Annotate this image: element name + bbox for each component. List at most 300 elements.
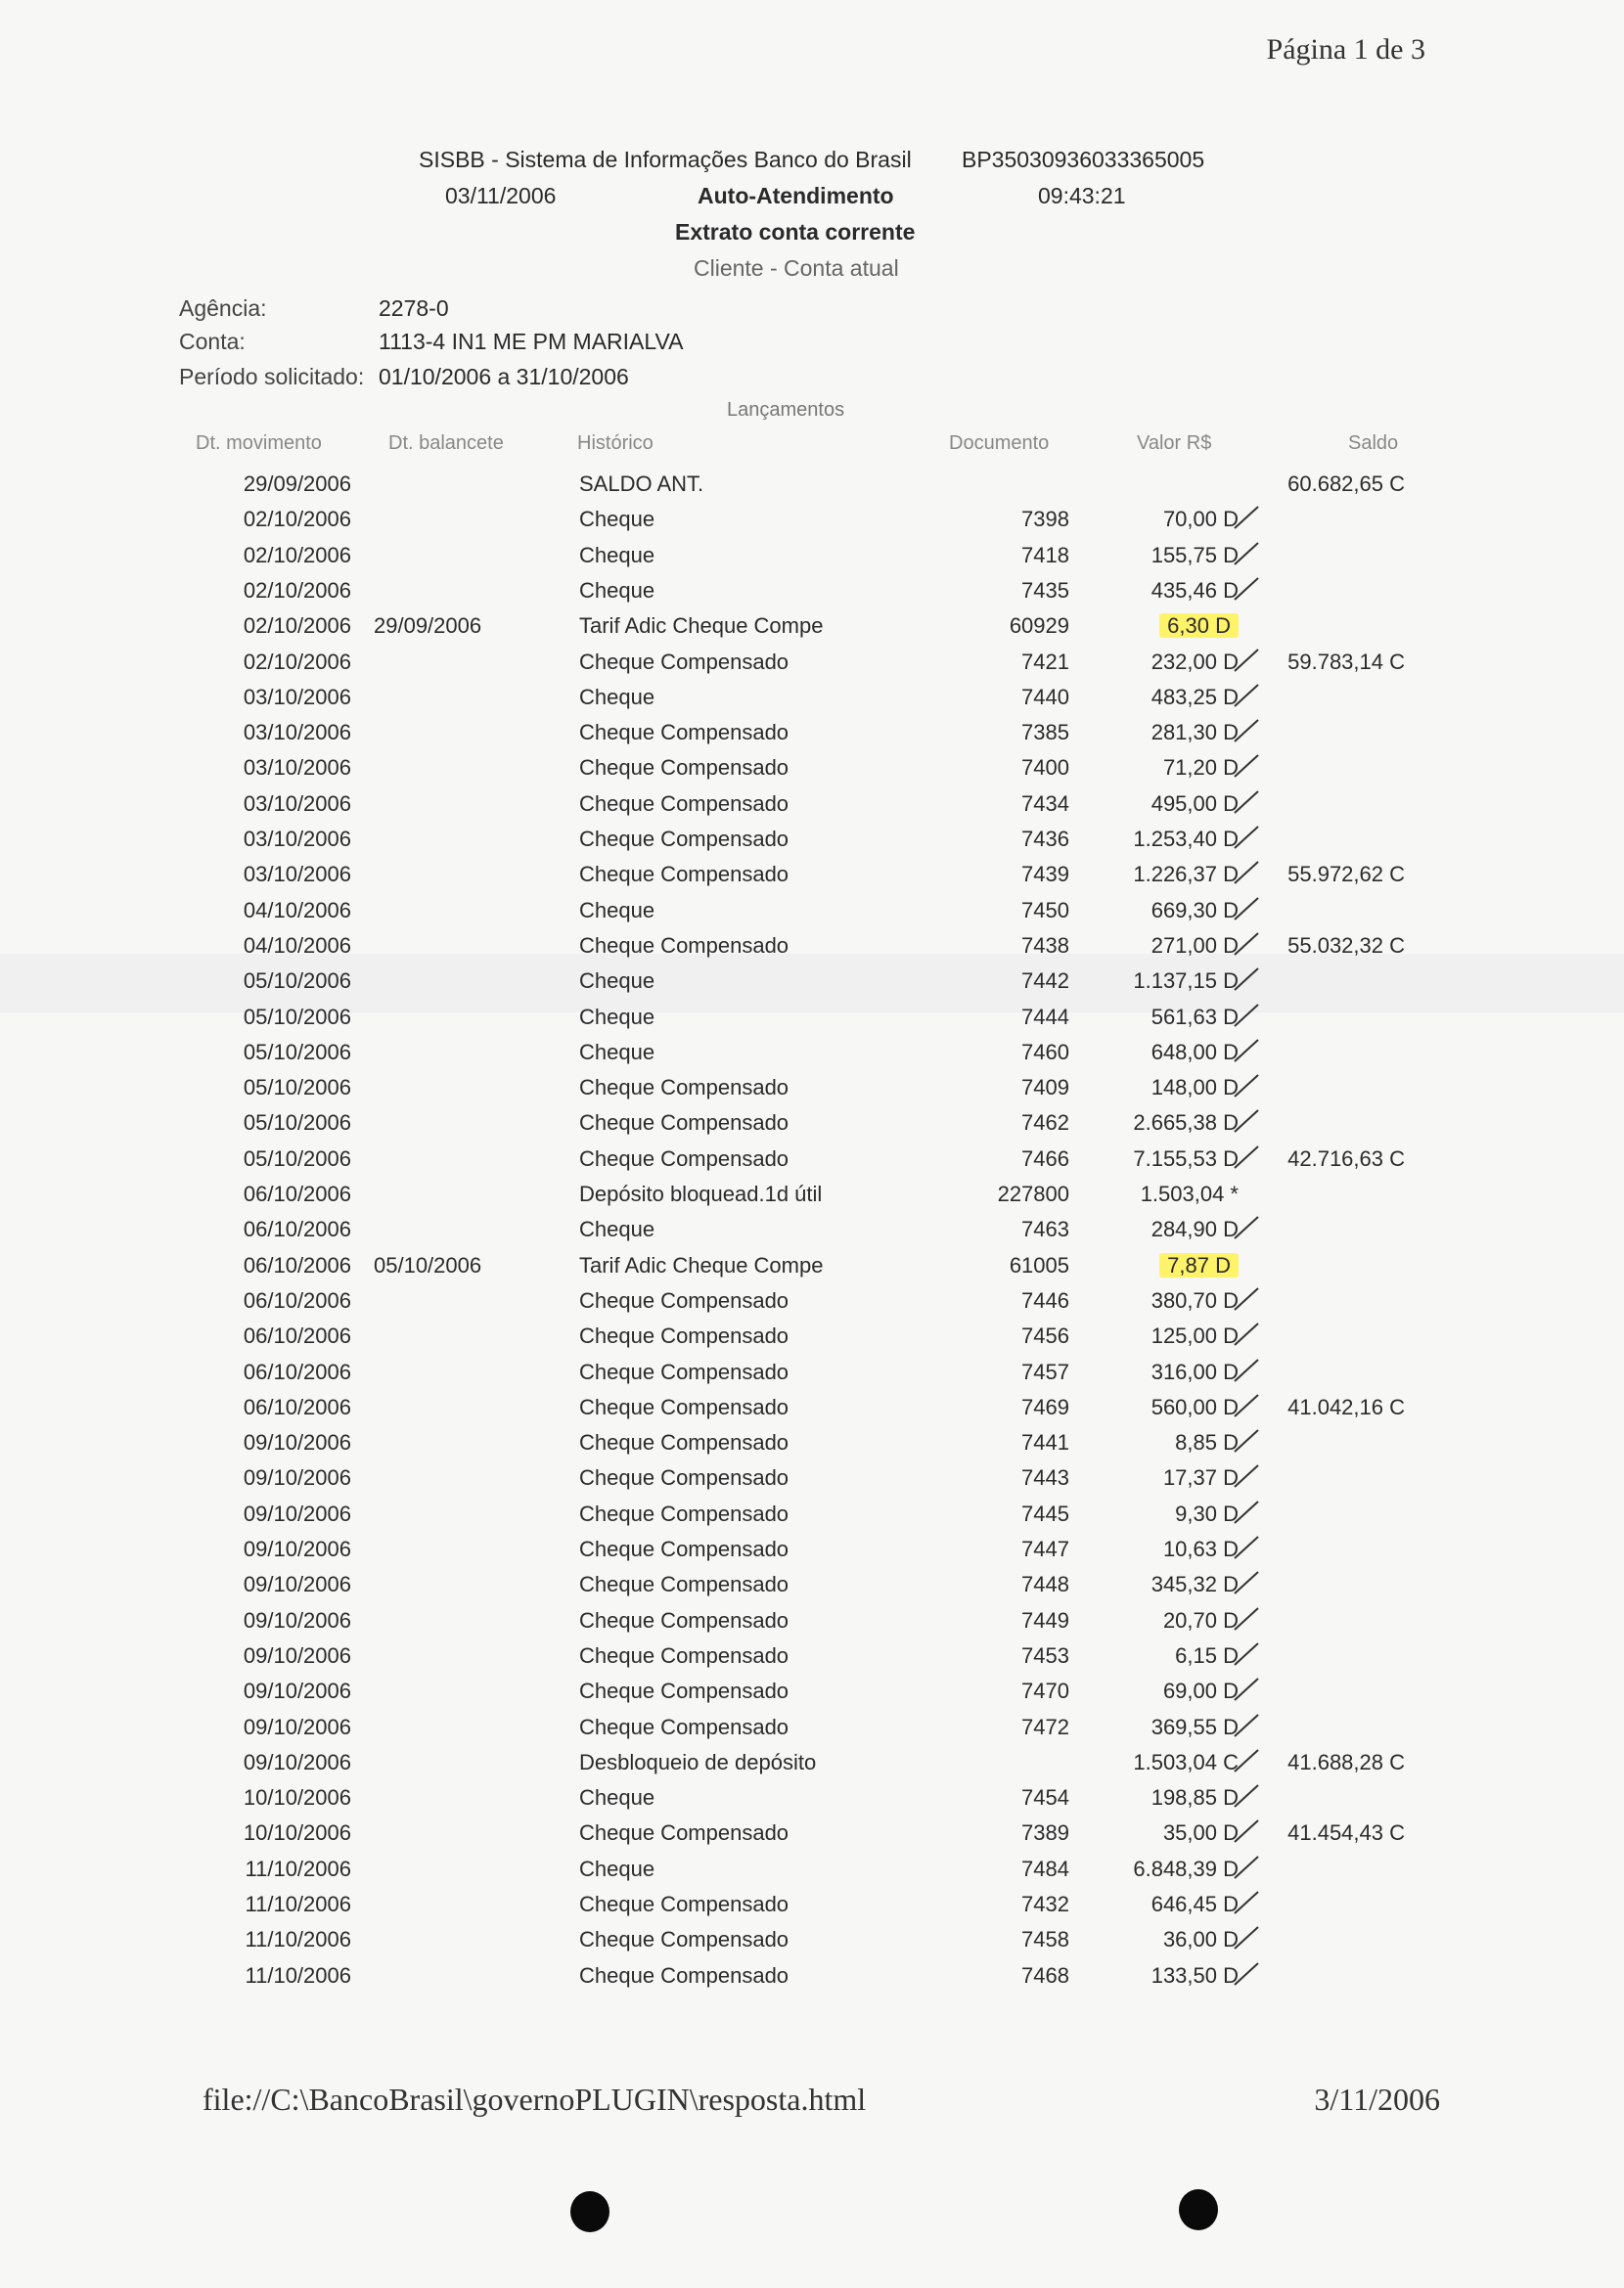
row-documento: 7441: [1021, 1430, 1069, 1456]
table-row: [0, 1779, 1624, 1815]
row-historico: Cheque Compensado: [579, 1537, 789, 1561]
row-valor-cell: [1066, 1643, 1239, 1669]
row-valor-cell: [1066, 968, 1239, 994]
check-mark-stroke: [1235, 827, 1258, 848]
check-mark-stroke: [1235, 1217, 1258, 1238]
row-historico: Cheque Compensado: [579, 1430, 789, 1456]
check-mark-icon: [1231, 1071, 1264, 1100]
agencia-label: Agência:: [179, 295, 267, 321]
table-row: [0, 1211, 1624, 1246]
row-valor: 284,90 D: [1150, 1217, 1239, 1242]
table-row: [0, 572, 1624, 607]
row-valor-cell: [1066, 685, 1239, 710]
table-row: [0, 1744, 1624, 1779]
row-historico: Cheque Compensado: [579, 1820, 789, 1846]
check-mark-icon: [1231, 1568, 1264, 1597]
row-valor-cell: [1066, 507, 1239, 532]
table-row: [0, 1459, 1624, 1495]
table-row: [0, 537, 1624, 572]
row-historico: Cheque Compensado: [579, 1359, 789, 1384]
row-historico: Cheque Compensado: [579, 1110, 789, 1136]
row-historico: Cheque Compensado: [579, 720, 789, 745]
row-documento: 7443: [1021, 1465, 1069, 1491]
check-mark-stroke: [1235, 1040, 1258, 1061]
check-mark-icon: [1231, 539, 1264, 568]
row-historico: Cheque Compensado: [579, 1323, 789, 1349]
row-documento: 7466: [1021, 1145, 1069, 1171]
row-documento: 7385: [1021, 720, 1069, 745]
row-historico: Cheque Compensado: [579, 1287, 789, 1313]
check-mark-stroke: [1235, 1892, 1258, 1913]
punch-hole-left: [570, 2191, 609, 2232]
row-valor-cell: [1066, 1217, 1239, 1242]
row-valor-cell: [1066, 1857, 1239, 1882]
row-valor: 71,20 D: [1162, 755, 1239, 781]
row-valor-cell: [1066, 1395, 1239, 1420]
table-row: [0, 1815, 1624, 1850]
row-valor: 17,37 D: [1162, 1465, 1239, 1491]
check-mark-stroke: [1235, 862, 1258, 883]
table-row: [0, 1851, 1624, 1886]
row-documento: 7440: [1021, 684, 1069, 709]
row-valor-cell: [1066, 1323, 1239, 1349]
check-mark-stroke: [1235, 1146, 1258, 1168]
row-valor-cell: [1066, 650, 1239, 675]
table-row: [0, 501, 1624, 536]
check-mark-stroke: [1235, 1679, 1258, 1700]
section-title: Lançamentos: [727, 399, 845, 421]
table-row: [0, 1531, 1624, 1566]
row-valor: 369,55 D: [1150, 1714, 1239, 1739]
check-mark-icon: [1231, 1036, 1264, 1065]
row-historico: Desbloqueio de depósito: [579, 1749, 817, 1774]
row-date-movimento: 06/10/2006: [243, 1252, 351, 1278]
check-mark-stroke: [1235, 720, 1258, 741]
row-valor: 6.848,39 D: [1133, 1856, 1239, 1881]
check-mark-stroke: [1235, 1323, 1258, 1345]
check-mark-stroke: [1235, 1502, 1258, 1523]
row-documento: 60929: [1009, 613, 1069, 639]
row-historico: Cheque Compensado: [579, 1075, 789, 1100]
row-historico: Cheque Compensado: [579, 1642, 789, 1668]
row-historico: Cheque Compensado: [579, 1394, 789, 1419]
row-valor: 232,00 D: [1150, 649, 1239, 674]
row-historico: Cheque Compensado: [579, 1962, 789, 1988]
check-mark-stroke: [1235, 1075, 1258, 1097]
row-date-balancete: 29/09/2006: [374, 613, 482, 639]
row-documento: 7400: [1021, 755, 1069, 781]
conta-label: Conta:: [179, 329, 246, 354]
table-row: [0, 1886, 1624, 1921]
row-documento: 7447: [1021, 1537, 1069, 1561]
row-valor-cell: [1066, 827, 1239, 852]
row-date-movimento: 03/10/2006: [243, 862, 351, 887]
row-date-movimento: 09/10/2006: [243, 1642, 351, 1668]
row-documento: 7438: [1021, 932, 1069, 958]
periodo-label: Período solicitado:: [179, 364, 365, 389]
row-valor-cell: [1066, 1005, 1239, 1030]
row-date-movimento: 05/10/2006: [243, 1145, 351, 1171]
row-historico: Cheque Compensado: [579, 1927, 789, 1952]
col-dt-balancete: Dt. balancete: [388, 432, 504, 454]
table-row: [0, 1069, 1624, 1104]
check-mark-stroke: [1235, 1360, 1258, 1381]
table-row: [0, 927, 1624, 963]
row-documento: 7442: [1021, 968, 1069, 994]
row-date-movimento: 03/10/2006: [243, 720, 351, 745]
table-row: [0, 1957, 1624, 1993]
check-mark-stroke: [1235, 1572, 1258, 1593]
row-valor: 281,30 D: [1150, 720, 1239, 745]
check-mark-icon: [1231, 574, 1264, 604]
check-mark-icon: [1231, 1711, 1264, 1740]
check-mark-icon: [1231, 681, 1264, 710]
check-mark-icon: [1231, 1853, 1264, 1882]
check-mark-stroke: [1235, 1537, 1258, 1558]
row-valor-cell: [1066, 933, 1239, 959]
row-historico: Cheque Compensado: [579, 755, 789, 781]
row-valor-cell: [1066, 1465, 1239, 1491]
check-mark-stroke: [1235, 791, 1258, 813]
table-row: [0, 1709, 1624, 1744]
row-date-movimento: 02/10/2006: [243, 577, 351, 603]
row-valor: 648,00 D: [1150, 1039, 1239, 1064]
check-mark-stroke: [1235, 650, 1258, 671]
check-mark-icon: [1231, 929, 1264, 959]
row-date-movimento: 04/10/2006: [243, 897, 351, 922]
row-valor-cell: [1066, 1537, 1239, 1562]
table-row: [0, 1673, 1624, 1708]
row-historico: Cheque: [579, 542, 655, 567]
row-documento: 7434: [1021, 790, 1069, 816]
row-valor: 133,50 D: [1150, 1962, 1239, 1988]
row-valor: 125,00 D: [1150, 1323, 1239, 1349]
row-valor: 9,30 D: [1175, 1501, 1239, 1526]
check-mark-stroke: [1235, 1927, 1258, 1949]
row-valor: 669,30 D: [1150, 897, 1239, 922]
header-date: 03/11/2006: [445, 183, 557, 208]
row-historico: Cheque: [579, 1217, 655, 1242]
row-date-movimento: 03/10/2006: [243, 684, 351, 709]
table-row: [0, 1496, 1624, 1531]
row-date-movimento: 09/10/2006: [243, 1465, 351, 1491]
row-saldo: 59.783,14 C: [1287, 649, 1405, 674]
check-mark-stroke: [1235, 685, 1258, 706]
check-mark-icon: [1231, 894, 1264, 923]
row-saldo: 41.042,16 C: [1287, 1394, 1405, 1419]
row-historico: Cheque Compensado: [579, 1607, 789, 1633]
check-mark-icon: [1231, 1320, 1264, 1349]
row-date-movimento: 05/10/2006: [243, 1004, 351, 1029]
row-historico: Cheque: [579, 968, 655, 994]
row-historico: Cheque: [579, 1785, 655, 1811]
row-documento: 7448: [1021, 1572, 1069, 1597]
table-row: [0, 466, 1624, 501]
row-valor-cell: [1066, 1146, 1239, 1172]
row-documento: 7460: [1021, 1039, 1069, 1064]
row-date-movimento: 02/10/2006: [243, 613, 351, 639]
row-date-movimento: 09/10/2006: [243, 1679, 351, 1704]
row-saldo: 41.454,43 C: [1287, 1820, 1405, 1846]
row-documento: 7470: [1021, 1679, 1069, 1704]
row-valor: 69,00 D: [1162, 1679, 1239, 1704]
check-mark-icon: [1231, 503, 1264, 532]
row-historico: Cheque Compensado: [579, 649, 789, 674]
check-mark-icon: [1231, 1498, 1264, 1527]
row-documento: 7449: [1021, 1607, 1069, 1633]
row-valor: 1.503,04 *: [1140, 1182, 1239, 1206]
row-documento: 7439: [1021, 862, 1069, 887]
row-valor-cell: [1066, 1892, 1239, 1917]
row-valor: 1.503,04 C: [1133, 1749, 1239, 1774]
check-mark-stroke: [1235, 1430, 1258, 1452]
row-documento: 7432: [1021, 1892, 1069, 1916]
table-row: [0, 1282, 1624, 1318]
check-mark-icon: [1231, 1817, 1264, 1846]
row-documento: 7389: [1021, 1820, 1069, 1846]
row-date-movimento: 06/10/2006: [243, 1217, 351, 1242]
row-valor: 495,00 D: [1150, 790, 1239, 816]
row-date-movimento: 06/10/2006: [243, 1359, 351, 1384]
row-valor: 20,70 D: [1162, 1607, 1239, 1633]
check-mark-icon: [1231, 1213, 1264, 1242]
row-documento: 7450: [1021, 897, 1069, 922]
check-mark-icon: [1231, 1284, 1264, 1314]
check-mark-stroke: [1235, 1395, 1258, 1416]
row-valor: 10,63 D: [1162, 1537, 1239, 1561]
check-mark-icon: [1231, 1959, 1264, 1989]
row-saldo: 41.688,28 C: [1287, 1749, 1405, 1774]
row-documento: 7469: [1021, 1394, 1069, 1419]
row-documento: 7446: [1021, 1287, 1069, 1313]
row-historico: Cheque Compensado: [579, 862, 789, 887]
row-valor-cell: [1066, 1572, 1239, 1597]
document-code: BP35030936033365005: [962, 147, 1205, 172]
conta-value: 1113-4 IN1 ME PM MARIALVA: [379, 329, 684, 354]
col-documento: Documento: [949, 432, 1050, 454]
row-date-movimento: 05/10/2006: [243, 1075, 351, 1100]
row-historico: Depósito bloquead.1d útil: [579, 1182, 823, 1206]
check-mark-icon: [1231, 787, 1264, 817]
row-valor-cell: [1066, 1040, 1239, 1065]
row-date-movimento: 02/10/2006: [243, 649, 351, 674]
row-historico: Cheque Compensado: [579, 827, 789, 851]
row-date-movimento: 11/10/2006: [245, 1856, 351, 1881]
check-mark-icon: [1231, 1533, 1264, 1562]
row-valor: 36,00 D: [1162, 1927, 1239, 1952]
row-documento: 7453: [1021, 1642, 1069, 1668]
row-date-movimento: 03/10/2006: [243, 790, 351, 816]
table-row: [0, 821, 1624, 856]
row-valor-cell: [1066, 898, 1239, 923]
row-documento: 7484: [1021, 1856, 1069, 1881]
page-number: Página 1 de 3: [1266, 33, 1425, 66]
row-saldo: 55.972,62 C: [1287, 862, 1405, 887]
table-row: [0, 1566, 1624, 1601]
row-valor-cell: [1066, 1608, 1239, 1634]
col-valor: Valor R$: [1137, 432, 1212, 454]
row-documento: 7456: [1021, 1323, 1069, 1349]
check-mark-icon: [1231, 1143, 1264, 1172]
row-documento: 7436: [1021, 827, 1069, 851]
row-valor: 35,00 D: [1162, 1820, 1239, 1846]
check-mark-stroke: [1235, 1857, 1258, 1878]
row-date-movimento: 09/10/2006: [243, 1537, 351, 1561]
row-valor: 7.155,53 D: [1133, 1145, 1239, 1171]
footer-path: file://C:\BancoBrasil\governoPLUGIN\resposta.html: [203, 2082, 867, 2117]
row-documento: 7445: [1021, 1501, 1069, 1526]
row-date-movimento: 05/10/2006: [243, 1039, 351, 1064]
row-documento: 7458: [1021, 1927, 1069, 1952]
row-valor: 271,00 D: [1150, 932, 1239, 958]
row-valor: 646,45 D: [1150, 1892, 1239, 1916]
row-valor: 561,63 D: [1150, 1004, 1239, 1029]
table-row: [0, 1141, 1624, 1176]
check-mark-stroke: [1235, 1005, 1258, 1026]
check-mark-icon: [1231, 823, 1264, 852]
check-mark-stroke: [1235, 1608, 1258, 1630]
check-mark-stroke: [1235, 755, 1258, 777]
check-mark-stroke: [1235, 1820, 1258, 1842]
document-title: Extrato conta corrente: [675, 219, 916, 245]
row-valor: 198,85 D: [1150, 1785, 1239, 1811]
check-mark-stroke: [1235, 1963, 1258, 1985]
row-date-movimento: 02/10/2006: [243, 507, 351, 532]
row-date-movimento: 09/10/2006: [243, 1749, 351, 1774]
row-valor: 1.137,15 D: [1133, 968, 1239, 994]
row-historico: Cheque: [579, 684, 655, 709]
row-valor-highlighted: 6,30 D: [1159, 613, 1239, 638]
row-historico: Cheque: [579, 507, 655, 532]
row-valor-cell: [1066, 1785, 1239, 1811]
row-saldo: 55.032,32 C: [1287, 932, 1405, 958]
table-row: [0, 1389, 1624, 1424]
check-mark-stroke: [1235, 543, 1258, 564]
table-row: [0, 1247, 1624, 1282]
table-row: [0, 963, 1624, 998]
row-valor-cell: [1066, 1182, 1239, 1207]
table-row: [0, 1637, 1624, 1673]
row-documento: 227800: [997, 1182, 1069, 1206]
row-historico: Cheque Compensado: [579, 1145, 789, 1171]
punch-hole-right: [1179, 2189, 1218, 2230]
row-saldo: 60.682,65 C: [1287, 471, 1405, 496]
row-historico: Cheque: [579, 577, 655, 603]
row-saldo: 42.716,63 C: [1287, 1145, 1405, 1171]
service-name: Auto-Atendimento: [698, 183, 894, 208]
row-date-movimento: 05/10/2006: [243, 968, 351, 994]
table-row: [0, 856, 1624, 891]
check-mark-stroke: [1235, 1715, 1258, 1736]
table-row: [0, 749, 1624, 785]
row-historico: Cheque Compensado: [579, 1714, 789, 1739]
table-row: [0, 1921, 1624, 1956]
check-mark-stroke: [1235, 898, 1258, 920]
check-mark-stroke: [1235, 1465, 1258, 1487]
check-mark-icon: [1231, 1675, 1264, 1704]
check-mark-icon: [1231, 1426, 1264, 1456]
row-documento: 7418: [1021, 542, 1069, 567]
row-valor-cell: [1066, 1820, 1239, 1846]
check-mark-icon: [1231, 1639, 1264, 1669]
row-valor: 148,00 D: [1150, 1075, 1239, 1100]
row-date-balancete: 05/10/2006: [374, 1252, 482, 1278]
row-historico: Tarif Adic Cheque Compe: [579, 613, 824, 639]
col-saldo: Saldo: [1348, 432, 1399, 454]
table-row: [0, 644, 1624, 679]
check-mark-icon: [1231, 1888, 1264, 1917]
table-row: [0, 1176, 1624, 1211]
row-date-movimento: 03/10/2006: [243, 755, 351, 781]
row-historico: Cheque Compensado: [579, 790, 789, 816]
check-mark-icon: [1231, 751, 1264, 781]
row-historico: Cheque: [579, 1856, 655, 1881]
row-date-movimento: 03/10/2006: [243, 827, 351, 851]
agencia-value: 2278-0: [379, 295, 449, 321]
row-date-movimento: 06/10/2006: [243, 1182, 351, 1206]
row-valor-cell: [1066, 1927, 1239, 1952]
row-valor: 6,15 D: [1175, 1642, 1239, 1668]
table-row: [0, 1318, 1624, 1353]
row-documento: 7457: [1021, 1359, 1069, 1384]
row-date-movimento: 02/10/2006: [243, 542, 351, 567]
row-date-movimento: 06/10/2006: [243, 1394, 351, 1419]
row-valor-cell: [1066, 791, 1239, 817]
row-valor-cell: [1066, 1430, 1239, 1456]
table-row: [0, 679, 1624, 714]
row-date-movimento: 29/09/2006: [243, 471, 351, 496]
col-historico: Histórico: [577, 432, 654, 454]
periodo-value: 01/10/2006 a 31/10/2006: [379, 364, 629, 389]
row-valor-cell: [1066, 543, 1239, 568]
table-row: [0, 892, 1624, 927]
check-mark-icon: [1231, 1461, 1264, 1491]
row-valor-cell: [1066, 1715, 1239, 1740]
row-historico: Cheque: [579, 1039, 655, 1064]
table-row: [0, 607, 1624, 643]
row-documento: 7435: [1021, 577, 1069, 603]
check-mark-stroke: [1235, 968, 1258, 990]
row-historico: Cheque Compensado: [579, 1892, 789, 1916]
row-valor-cell: [1066, 1253, 1239, 1279]
footer-date: 3/11/2006: [1314, 2082, 1440, 2117]
row-date-movimento: 09/10/2006: [243, 1501, 351, 1526]
row-historico: SALDO ANT.: [579, 471, 704, 496]
row-valor-cell: [1066, 1288, 1239, 1314]
check-mark-stroke: [1235, 1750, 1258, 1772]
row-documento: 7462: [1021, 1110, 1069, 1136]
row-documento: 7398: [1021, 507, 1069, 532]
table-row: [0, 1104, 1624, 1140]
check-mark-icon: [1231, 1781, 1264, 1811]
check-mark-icon: [1231, 1604, 1264, 1634]
check-mark-stroke: [1235, 507, 1258, 528]
row-valor: 560,00 D: [1150, 1394, 1239, 1419]
row-valor: 1.226,37 D: [1133, 862, 1239, 887]
table-row: [0, 999, 1624, 1034]
row-date-movimento: 04/10/2006: [243, 932, 351, 958]
check-mark-icon: [1231, 1356, 1264, 1385]
row-date-movimento: 11/10/2006: [245, 1927, 351, 1952]
row-date-movimento: 09/10/2006: [243, 1607, 351, 1633]
check-mark-icon: [1231, 965, 1264, 994]
row-valor-cell: [1066, 613, 1239, 639]
row-date-movimento: 06/10/2006: [243, 1323, 351, 1349]
check-mark-icon: [1231, 1746, 1264, 1775]
row-documento: 7454: [1021, 1785, 1069, 1811]
row-valor-cell: [1066, 862, 1239, 887]
row-documento: 7468: [1021, 1962, 1069, 1988]
